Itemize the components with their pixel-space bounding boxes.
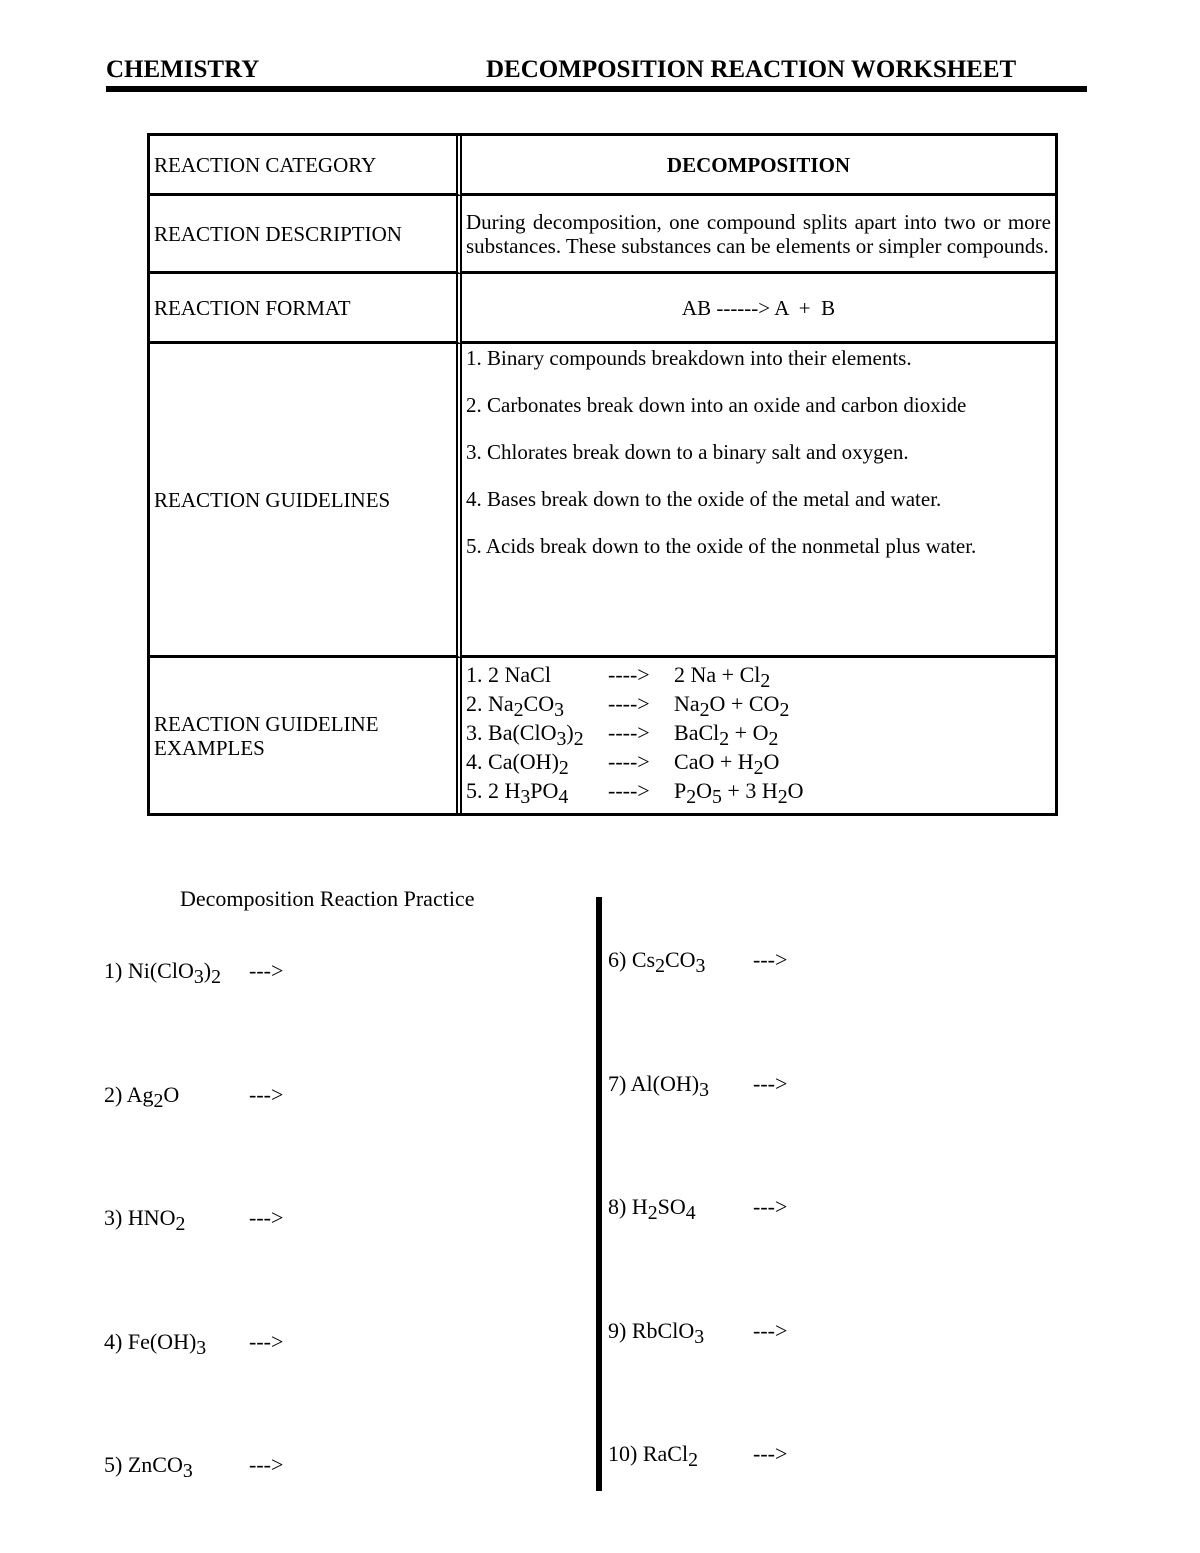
problem-formula: $Al(OH)_3$ (630, 1071, 709, 1101)
example-reactant: 1. 2 NaCl (466, 662, 551, 687)
page-header (106, 56, 1087, 86)
practice-problem (608, 1071, 788, 1101)
problem-formula: ZnCO$_3$ (127, 1452, 193, 1482)
guidelines-list (462, 344, 1055, 658)
examples-label: REACTION GUIDELINE EXAMPLES (150, 658, 462, 813)
example-arrow: ----> (608, 749, 650, 774)
practice-problem (608, 1441, 788, 1471)
example-reactant: 3. $Ba(ClO_3)_2$ (466, 720, 584, 750)
problem-number: 9) (608, 1318, 627, 1343)
problem-number: 1) (104, 958, 123, 983)
example-row (466, 689, 1051, 721)
guidelines-label: REACTION GUIDELINES (150, 344, 462, 658)
examples-list (462, 658, 1055, 813)
category-label: REACTION CATEGORY (150, 136, 462, 196)
practice-problem (104, 1452, 284, 1482)
practice-problem (608, 1194, 788, 1224)
problem-arrow: ---> (249, 1329, 284, 1354)
practice-title: Decomposition Reaction Practice (180, 886, 475, 911)
example-arrow: ----> (608, 691, 650, 716)
example-row (466, 747, 1051, 779)
practice-problem (608, 1318, 788, 1348)
example-product: $P_2O_5 + 3$ $H_2O$ (674, 778, 804, 808)
guideline-item: 5. Acids break down to the oxide of the nonmetal plus water. (466, 534, 977, 558)
problem-arrow: ---> (753, 1441, 788, 1466)
example-reactant: 2. $Na_2CO_3$ (466, 691, 565, 721)
problem-arrow: ---> (249, 1452, 284, 1477)
worksheet-title: DECOMPOSITION REACTION WORKSHEET (486, 56, 1017, 83)
practice-problem (104, 1205, 284, 1235)
problem-number: 3) (104, 1205, 123, 1230)
problem-formula: $Cs_2CO_3$ (631, 947, 706, 977)
example-arrow: ----> (608, 778, 650, 803)
table-row-category (150, 136, 1055, 196)
example-row (466, 660, 1051, 692)
problem-arrow: ---> (753, 1318, 788, 1343)
problem-arrow: ---> (249, 1082, 284, 1107)
practice-problem (104, 1329, 284, 1359)
guideline-item: 4. Bases break down to the oxide of the metal and water. (466, 487, 942, 511)
example-product: 2 $Na + Cl_2$ (674, 662, 771, 692)
problem-formula: $Fe(OH)_3$ (127, 1329, 207, 1359)
table-row-description (150, 196, 1055, 274)
example-reactant: 5. 2 $H_3PO_4$ (466, 778, 569, 808)
guideline-item: 1. Binary compounds breakdown into their elements. (466, 346, 912, 370)
problem-number: 7) (608, 1071, 627, 1096)
problem-arrow: ---> (249, 958, 284, 983)
problem-arrow: ---> (753, 947, 788, 972)
problem-formula: RbClO$_3$ (631, 1318, 705, 1348)
problem-number: 6) (608, 947, 627, 972)
problem-formula: $Ni(ClO_3)_2$ (127, 958, 221, 988)
table-row-examples (150, 658, 1055, 813)
problem-formula: $Ag_2O$ (126, 1082, 180, 1112)
reaction-info-table (147, 133, 1058, 816)
practice-problem (608, 947, 788, 977)
problem-formula: RaCl$_2$ (642, 1441, 698, 1471)
example-product: CaO + $H_2O$ (674, 749, 780, 779)
table-row-format (150, 274, 1055, 344)
example-row (466, 718, 1051, 750)
problem-arrow: ---> (753, 1071, 788, 1096)
problem-number: 2) (104, 1082, 123, 1107)
table-row-guidelines (150, 344, 1055, 658)
problem-arrow: ---> (753, 1194, 788, 1219)
category-value: DECOMPOSITION (462, 136, 1055, 196)
example-product: $Na_2O + CO_2$ (674, 691, 790, 721)
example-row (466, 776, 1051, 808)
example-arrow: ----> (608, 720, 650, 745)
guideline-item: 3. Chlorates break down to a binary salt and oxygen. (466, 440, 909, 464)
practice-problem (104, 958, 284, 988)
example-reactant: 4. $Ca(OH)_2$ (466, 749, 569, 779)
column-divider (596, 897, 602, 1491)
problem-number: 8) (608, 1194, 627, 1219)
example-arrow: ----> (608, 662, 650, 687)
problem-number: 5) (104, 1452, 123, 1477)
problem-formula: $H_2SO_4$ (631, 1194, 696, 1224)
problem-arrow: ---> (249, 1205, 284, 1230)
header-rule (106, 86, 1087, 92)
example-product: BaCl$_2$ + $O_2$ (674, 720, 779, 750)
format-label: REACTION FORMAT (150, 274, 462, 344)
problem-formula: $HNO_2$ (127, 1205, 186, 1235)
format-value: AB ------> A + B (462, 274, 1055, 344)
subject-label: CHEMISTRY (106, 56, 260, 83)
guideline-item: 2. Carbonates break down into an oxide and carbon dioxide (466, 393, 967, 417)
problem-number: 10) (608, 1441, 638, 1466)
problem-number: 4) (104, 1329, 123, 1354)
description-label: REACTION DESCRIPTION (150, 196, 462, 274)
practice-problem (104, 1082, 284, 1112)
description-value: During decomposition, one compound splits apart into two or more substances. These substances can be elements or simpler compounds. (462, 196, 1055, 274)
